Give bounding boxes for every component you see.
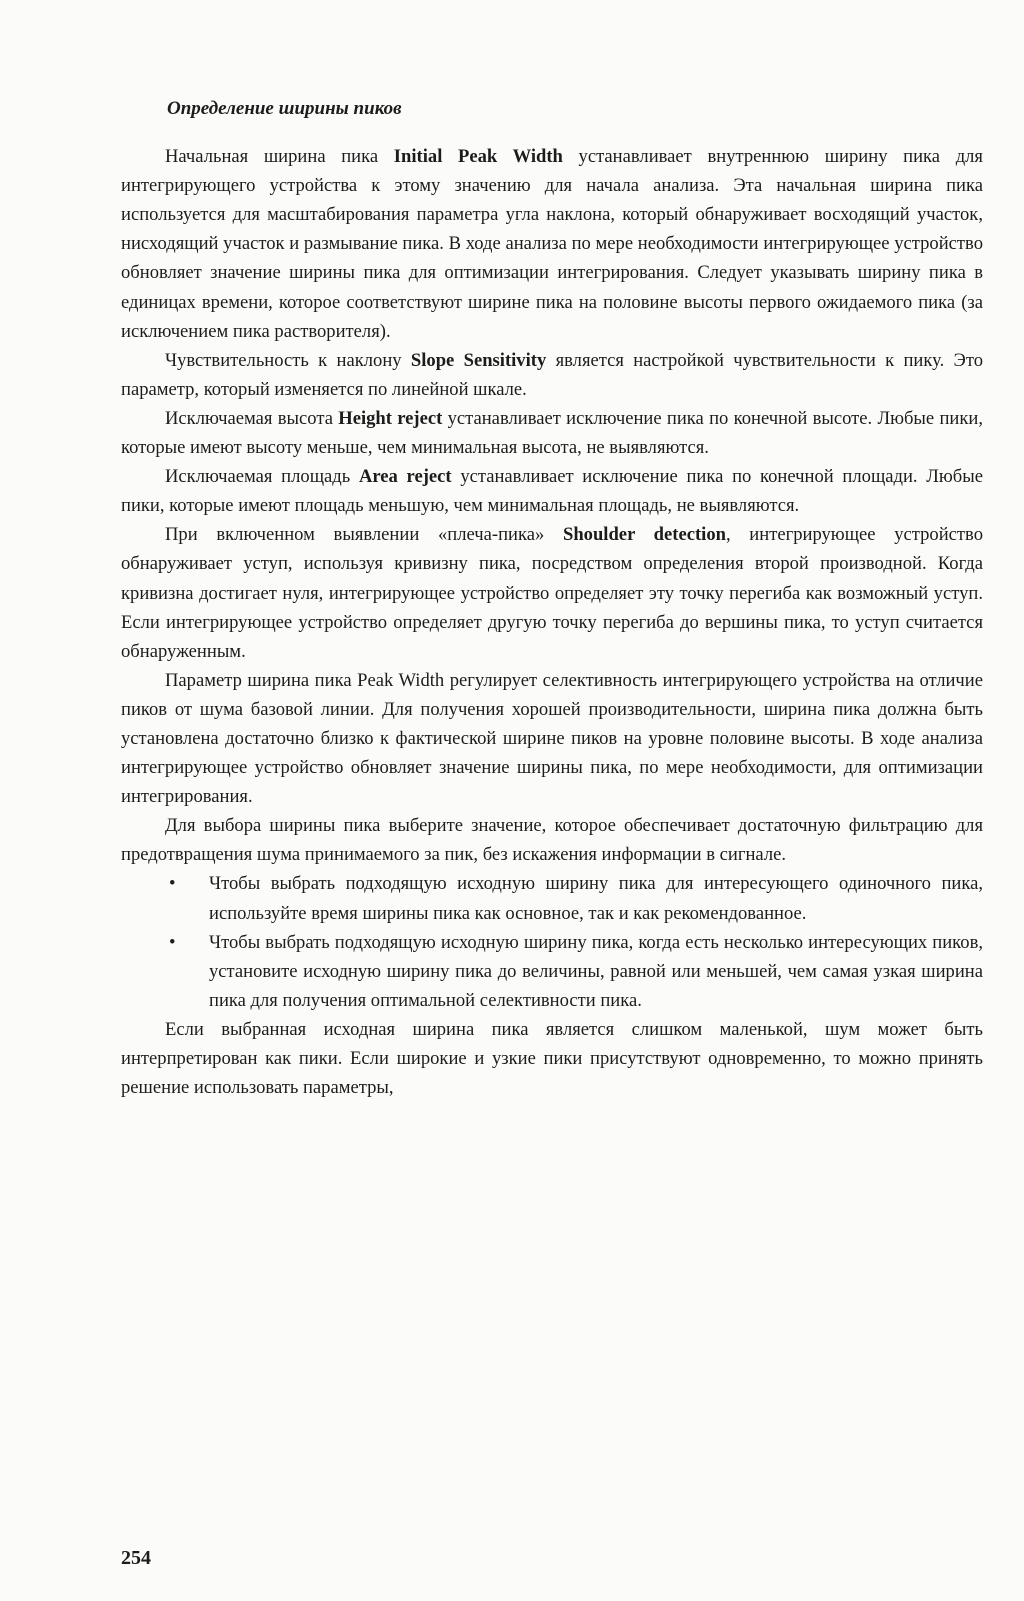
text-run: При включенном выявлении «плеча-пика» bbox=[165, 524, 563, 546]
page-number: 254 bbox=[121, 1547, 151, 1569]
paragraph-text bbox=[121, 670, 983, 807]
bullet-list bbox=[121, 869, 983, 1014]
bullet-item bbox=[121, 869, 983, 927]
paragraph-peak-width-choice bbox=[121, 811, 983, 869]
text-run: устанавливает исключение пика по конечной высоте. Любые пики, которые имеют высоту меньше, чем минимальная высота, не выявляются. bbox=[121, 407, 983, 459]
text-run: Исключаемая площадь bbox=[165, 466, 359, 488]
paragraph-peak-width bbox=[121, 666, 983, 811]
bullet-mark: • bbox=[169, 931, 176, 953]
text-run: Начальная ширина пика bbox=[165, 146, 394, 168]
parameter-term: Slope Sensitivity bbox=[410, 349, 547, 371]
text-run: , интегрирующее устройство обнаруживает уступ, используя кривизну пика, посредством определения второй производной. Когда кривизна достигает нуля, интегрирующее устройство определяет эту точку перегиба как возможный уступ. Если интегрирующее устройство определяет другую точку перегиба до вершины пика, то уступ считается обнаруженным. bbox=[121, 524, 983, 662]
bullet-text: Чтобы выбрать подходящую исходную ширину пика, когда есть несколько интересующих пиков, установите исходную ширину пика до величины, равной или меньшей, чем самая узкая ширина пика для получения оптимальной селективности пика. bbox=[209, 931, 983, 1011]
paragraph-height-reject bbox=[121, 404, 983, 462]
section-heading: Определение ширины пиков bbox=[167, 98, 402, 119]
paragraph-text bbox=[121, 146, 983, 342]
bullet-mark: • bbox=[169, 873, 176, 895]
parameter-term: Height reject bbox=[338, 407, 443, 429]
bullet-text: Чтобы выбрать подходящую исходную ширину пика для интересующего одиночного пика, используйте время ширины пика как основное, так и как рекомендованное. bbox=[209, 873, 983, 924]
paragraph-closing: Если выбранная исходная ширина пика является слишком маленькой, шум может быть интерпретирован как пики. Если широкие и узкие пики присутствуют одновременно, то можно принять решение использовать параметры, bbox=[121, 1018, 983, 1099]
text-run: Чувствительность к наклону bbox=[165, 349, 411, 371]
text-run: Для выбора ширины пика выберите значение, которое обеспечивает достаточную фильтрацию для предотвращения шума принимаемого за пик, без искажения информации в сигнале. bbox=[121, 815, 983, 866]
parameter-term: Initial Peak Width bbox=[393, 146, 563, 168]
parameter-term: Shoulder detection bbox=[562, 524, 726, 546]
text-run: Исключаемая высота bbox=[165, 407, 339, 429]
text-run: устанавливает исключение пика по конечной площади. Любые пики, которые имеют площадь меньшую, чем минимальная площадь, не выявляются. bbox=[121, 466, 983, 517]
paragraph-text bbox=[121, 815, 983, 865]
paragraph-area-reject bbox=[121, 462, 983, 520]
page-body bbox=[121, 94, 983, 1102]
paragraph-slope-sensitivity bbox=[121, 346, 983, 404]
bullet-item bbox=[121, 928, 983, 1015]
paragraph-text bbox=[121, 466, 983, 516]
text-run: является настройкой чувствительности к пику. Это параметр, который изменяется по линейной шкале. bbox=[121, 349, 983, 400]
paragraph-initial-peak-width bbox=[121, 142, 983, 346]
paragraph-text bbox=[121, 408, 983, 458]
paragraph-shoulder-detection bbox=[121, 520, 983, 665]
paragraph-text bbox=[121, 524, 983, 661]
paragraph-text bbox=[121, 350, 983, 400]
parameter-term: Area reject bbox=[358, 466, 452, 488]
text-run: устанавливает внутреннюю ширину пика для интегрирующего устройства к этому значению для начала анализа. Эта начальная ширина пика используется для масштабирования параметра угла наклона, который обнаруживает восходящий участок, нисходящий участок и размывание пика. В ходе анализа по мере необходимости интегрирующее устройство обновляет значение ширины пика для оптимизации интегрирования. Следует указывать ширину пика в единицах времени, которое соответствуют ширине пика на половине высоты первого ожидаемого пика (за исключением пика растворителя). bbox=[121, 146, 983, 342]
text-run: Параметр ширина пика Peak Width регулирует селективность интегрирующего устройства на отличие пиков от шума базовой линии. Для получения хорошей производительности, ширина пика должна быть установлена достаточно близко к фактической ширине пиков на уровне половине высоты. В ходе анализа интегрирующее устройство обновляет значение ширины пика, по мере необходимости, для оптимизации интегрирования. bbox=[121, 669, 983, 808]
